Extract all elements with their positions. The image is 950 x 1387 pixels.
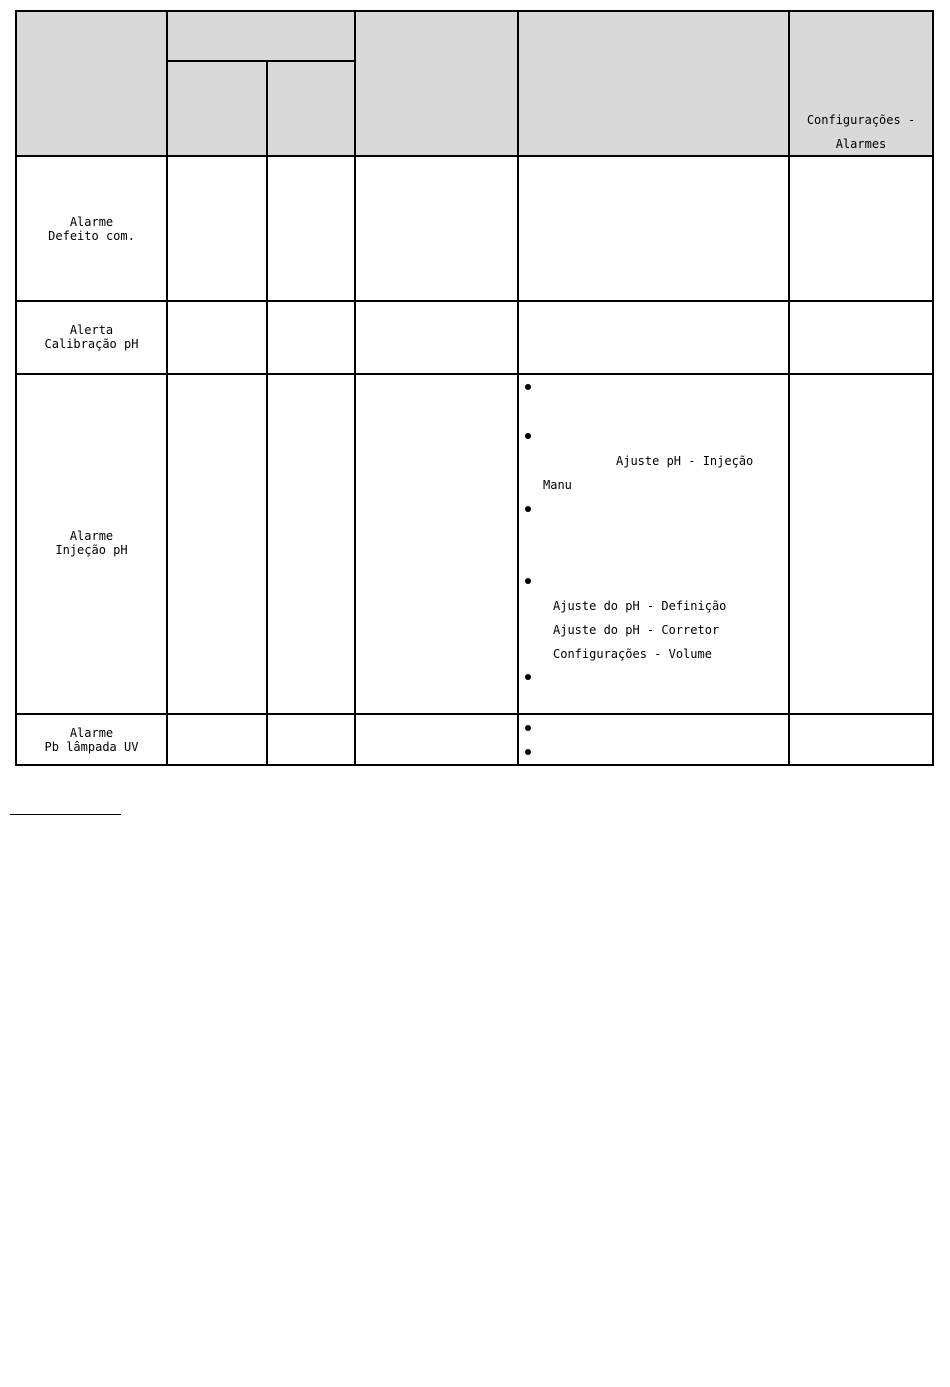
row4-col5-cell (518, 714, 789, 765)
table-divider (788, 10, 790, 766)
bullet-icon (525, 506, 531, 512)
table-divider (517, 10, 519, 766)
bullet-icon (525, 578, 531, 584)
row3-label-line1: Alarme (69, 529, 114, 543)
row1-label-line1: Alarme (69, 215, 114, 229)
alarms-table (16, 11, 933, 765)
bullet-icon (525, 749, 531, 755)
header-col6-line2: Alarmes (835, 137, 887, 151)
row3-text-line4: Ajuste do pH - Corretor (553, 623, 720, 637)
row4-label-line2: Pb lâmpada UV (44, 740, 139, 754)
footnote-separator (10, 814, 121, 815)
table-divider (167, 60, 356, 62)
row1-label-line2: Defeito com. (48, 229, 135, 243)
table-border-left (15, 10, 17, 766)
table-divider (16, 300, 934, 302)
row4-label-line1: Alarme (69, 726, 114, 740)
row3-col5-cell (518, 374, 789, 714)
table-row-label (16, 156, 167, 301)
table-border-top (16, 10, 934, 12)
header-cell-alarm (16, 11, 167, 156)
header-col6-line1: Configurações - (806, 113, 916, 127)
header-cell-sub1 (167, 61, 267, 156)
row3-text-line2: Manu (543, 478, 572, 492)
row3-text-line5: Configurações - Volume (553, 647, 712, 661)
table-divider (166, 10, 168, 766)
header-cell-col4 (355, 11, 518, 156)
table-divider (16, 155, 934, 157)
bullet-icon (525, 384, 531, 390)
table-divider (354, 10, 356, 766)
table-row-label (16, 374, 167, 714)
row2-label-line2: Calibração pH (44, 337, 139, 351)
table-divider (266, 60, 268, 766)
table-border-right (932, 10, 934, 766)
table-divider (16, 713, 934, 715)
table-row-label (16, 714, 167, 765)
table-divider (16, 373, 934, 375)
row3-text-line3: Ajuste do pH - Definição (553, 599, 727, 613)
header-cell-col5 (518, 11, 789, 156)
row3-text-line1: Ajuste pH - Injeção (616, 454, 754, 468)
row2-label-line1: Alerta (69, 323, 114, 337)
header-cell-group (167, 11, 355, 61)
bullet-icon (525, 433, 531, 439)
table-border-bottom (16, 764, 934, 766)
table-row-label (16, 301, 167, 374)
header-cell-col6 (789, 11, 933, 156)
bullet-icon (525, 674, 531, 680)
row3-label-line2: Injeção pH (55, 543, 128, 557)
header-cell-sub2 (267, 61, 355, 156)
bullet-icon (525, 725, 531, 731)
